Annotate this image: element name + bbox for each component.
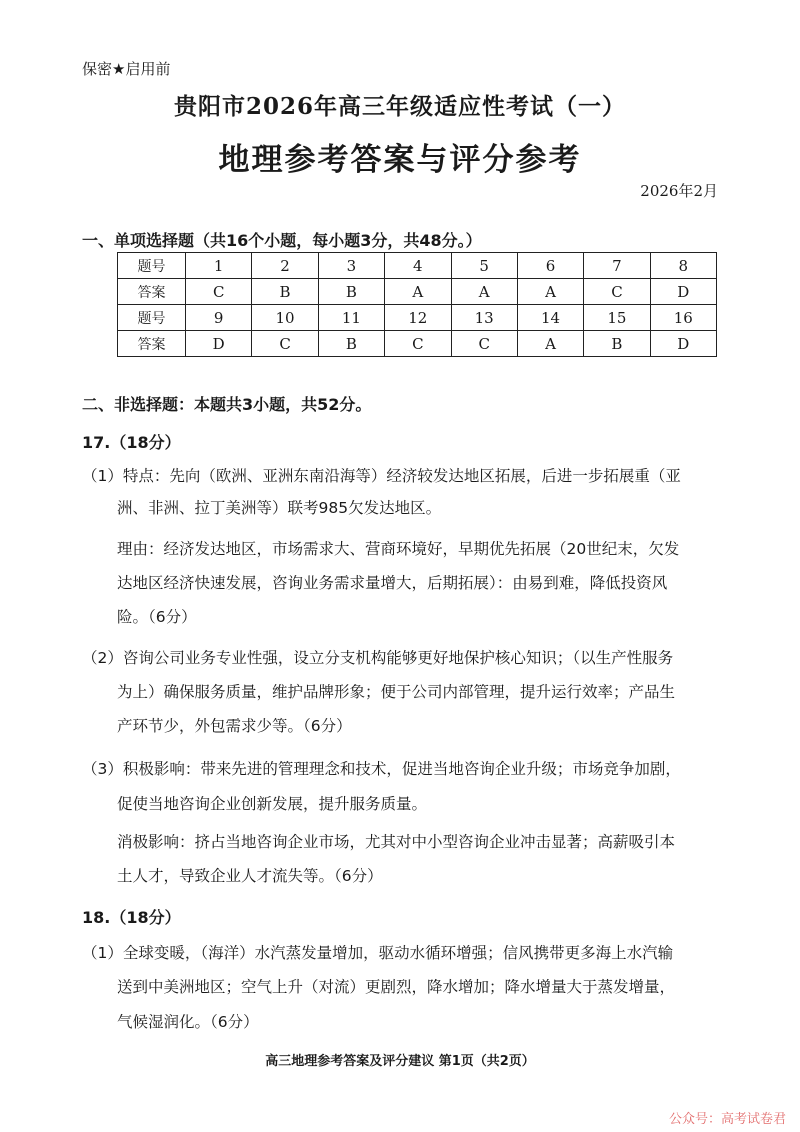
question-number-cell: 4 (385, 253, 451, 279)
answer-cell: B (318, 279, 384, 305)
q18-line: 送到中美洲地区；空气上升（对流）更剧烈，降水增加；降水增量大于蒸发增量， (117, 978, 676, 996)
answer-cell: B (584, 331, 650, 357)
answer-table-row (118, 305, 717, 331)
q17-line: （3）积极影响：带来先进的管理理念和技术，促进当地咨询企业升级；市场竞争加剧， (82, 760, 681, 778)
answer-cell: B (252, 279, 318, 305)
answer-cell: D (650, 331, 716, 357)
document-title: 地理参考答案与评分参考 (218, 142, 582, 178)
page-footer: 高三地理参考答案及评分建议 第1页（共2页） (265, 1054, 535, 1069)
question-number-cell: 14 (517, 305, 583, 331)
question-number-cell: 6 (517, 253, 583, 279)
question-number-cell: 3 (318, 253, 384, 279)
question-number-cell: 10 (252, 305, 318, 331)
answer-table-row (118, 253, 717, 279)
question-number-cell: 2 (252, 253, 318, 279)
q17-line: 为上）确保服务质量，维护品牌形象；便于公司内部管理，提升运行效率；产品生 (117, 683, 676, 701)
question-18-number: 18.（18分） (82, 908, 181, 927)
question-number-cell: 15 (584, 305, 650, 331)
question-number-cell: 13 (451, 305, 517, 331)
answer-cell: A (517, 279, 583, 305)
answer-cell: C (451, 331, 517, 357)
question-number-cell: 7 (584, 253, 650, 279)
question-17-number: 17.（18分） (82, 433, 181, 452)
question-number-cell: 5 (451, 253, 517, 279)
answer-cell: C (584, 279, 650, 305)
row-label: 题号 (118, 253, 186, 279)
q17-line: 险。（6分） (117, 608, 197, 626)
answer-cell: A (385, 279, 451, 305)
q17-line: 消极影响：挤占当地咨询企业市场，尤其对中小型咨询企业冲击显著；高薪吸引本 (117, 833, 676, 851)
answer-table-row (118, 331, 717, 357)
confidential-label: 保密★启用前 (82, 60, 171, 78)
q18-line: 气候湿润化。（6分） (117, 1013, 259, 1031)
answer-cell: C (186, 279, 252, 305)
q17-line: 促使当地咨询企业创新发展，提升服务质量。 (117, 795, 428, 813)
q17-line: 洲、非洲、拉丁美洲等）联考985欠发达地区。 (117, 499, 442, 517)
document-date: 2026年2月 (640, 182, 718, 200)
section2-heading: 二、非选择题：本题共3小题，共52分。 (82, 395, 372, 414)
watermark: 公众号：高考试卷君 (668, 1112, 786, 1127)
row-label: 题号 (118, 305, 186, 331)
q17-line: 达地区经济快速发展，咨询业务需求量增大，后期拓展）：由易到难，降低投资风 (117, 574, 668, 592)
question-number-cell: 8 (650, 253, 716, 279)
question-number-cell: 11 (318, 305, 384, 331)
question-number-cell: 9 (186, 305, 252, 331)
answer-cell: C (385, 331, 451, 357)
question-number-cell: 1 (186, 253, 252, 279)
q17-line: 产环节少，外包需求少等。（6分） (117, 717, 352, 735)
answer-cell: A (451, 279, 517, 305)
row-label: 答案 (118, 279, 186, 305)
row-label: 答案 (118, 331, 186, 357)
answer-cell: D (650, 279, 716, 305)
q17-line: 理由：经济发达地区，市场需求大、营商环境好，早期优先拓展（20世纪末，欠发 (117, 540, 680, 558)
section1-heading: 一、单项选择题（共16个小题，每小题3分，共48分。） (82, 231, 482, 250)
q17-line: （1）特点：先向（欧洲、亚洲东南沿海等）经济较发达地区拓展，后进一步拓展重（亚 (82, 467, 681, 485)
question-number-cell: 16 (650, 305, 716, 331)
answer-cell: B (318, 331, 384, 357)
answer-cell: D (186, 331, 252, 357)
answer-table (117, 252, 717, 357)
question-number-cell: 12 (385, 305, 451, 331)
answer-cell: A (517, 331, 583, 357)
answer-table-row (118, 279, 717, 305)
answer-cell: C (252, 331, 318, 357)
q18-line: （1）全球变暖，（海洋）水汽蒸发量增加，驱动水循环增强；信风携带更多海上水汽输 (82, 944, 674, 962)
exam-title: 贵阳市2026年高三年级适应性考试（一） (173, 93, 626, 120)
q17-line: 土人才，导致企业人才流失等。（6分） (117, 867, 383, 885)
q17-line: （2）咨询公司业务专业性强，设立分支机构能够更好地保护核心知识；（以生产性服务 (82, 649, 674, 667)
